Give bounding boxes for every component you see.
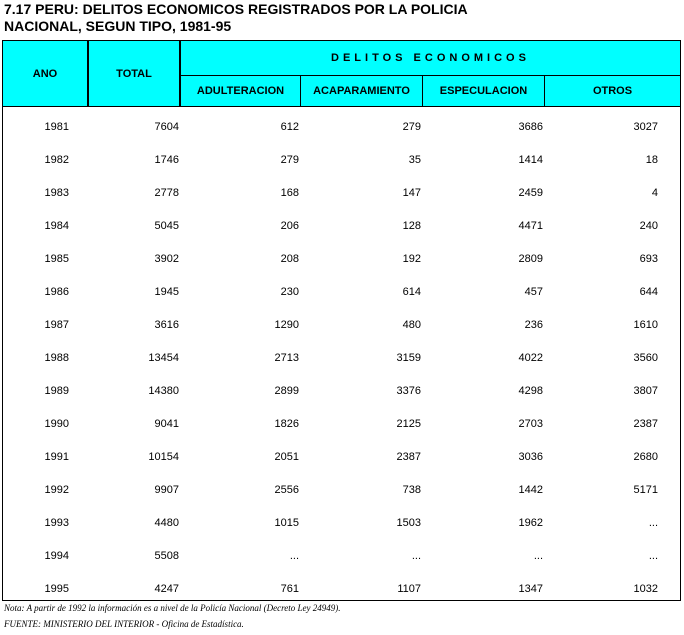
cell-otros: 2387: [633, 418, 658, 430]
table-row: [3, 404, 680, 437]
header-especulacion: ESPECULACION: [423, 76, 545, 106]
table-row: [3, 470, 680, 503]
data-table: [2, 40, 681, 601]
cell-year: 1986: [44, 286, 69, 298]
footnote: Nota: A partir de 1992 la información es a nivel de la Policía Nacional (Decreto Ley 24949).: [4, 603, 341, 613]
cell-total: 5508: [154, 550, 179, 562]
cell-adulteracion: ...: [289, 550, 299, 562]
cell-year: 1981: [44, 121, 69, 133]
cell-especulacion: 1442: [518, 484, 543, 496]
cell-otros: 3560: [633, 352, 658, 364]
table-row: [3, 437, 680, 470]
cell-total: 3902: [154, 253, 179, 265]
cell-especulacion: 4471: [518, 220, 543, 232]
cell-especulacion: ...: [533, 550, 543, 562]
cell-acaparamiento: 3376: [396, 385, 421, 397]
cell-total: 7604: [154, 121, 179, 133]
cell-otros: 18: [645, 154, 658, 166]
cell-otros: ...: [648, 550, 658, 562]
cell-otros: 4: [651, 187, 658, 199]
source-note: FUENTE: MINISTERIO DEL INTERIOR - Oficina de Estadística.: [4, 619, 244, 629]
cell-year: 1994: [44, 550, 69, 562]
cell-acaparamiento: 480: [402, 319, 421, 331]
cell-acaparamiento: 1107: [397, 583, 421, 595]
table-row: [3, 305, 680, 338]
table-row: [3, 206, 680, 239]
cell-otros: 693: [639, 253, 658, 265]
cell-adulteracion: 2899: [274, 385, 299, 397]
cell-especulacion: 2703: [518, 418, 543, 430]
cell-year: 1995: [44, 583, 69, 595]
cell-acaparamiento: 614: [402, 286, 421, 298]
cell-acaparamiento: ...: [411, 550, 421, 562]
cell-acaparamiento: 147: [402, 187, 421, 199]
cell-adulteracion: 168: [280, 187, 299, 199]
cell-adulteracion: 279: [280, 154, 299, 166]
cell-otros: 1610: [633, 319, 658, 331]
cell-otros: 1032: [633, 583, 658, 595]
cell-acaparamiento: 2387: [396, 451, 421, 463]
header-total: TOTAL: [89, 41, 181, 106]
header-delitos-economicos: DELITOS ECONOMICOS: [181, 41, 680, 76]
cell-year: 1990: [44, 418, 69, 430]
table-row: [3, 569, 680, 601]
cell-total: 10154: [148, 451, 179, 463]
cell-otros: 2680: [633, 451, 658, 463]
cell-especulacion: 4022: [518, 352, 543, 364]
cell-acaparamiento: 2125: [396, 418, 421, 430]
cell-especulacion: 2459: [518, 187, 543, 199]
header-otros: OTROS: [545, 76, 680, 106]
cell-adulteracion: 1290: [274, 319, 299, 331]
header-adulteracion: ADULTERACION: [181, 76, 301, 106]
cell-total: 9907: [154, 484, 179, 496]
cell-acaparamiento: 738: [402, 484, 421, 496]
cell-acaparamiento: 128: [402, 220, 421, 232]
cell-adulteracion: 2713: [274, 352, 299, 364]
header-acaparamiento: ACAPARAMIENTO: [301, 76, 423, 106]
table-row: [3, 173, 680, 206]
cell-adulteracion: 612: [280, 121, 299, 133]
cell-otros: 644: [639, 286, 658, 298]
header-ano: ANO: [3, 41, 89, 106]
cell-especulacion: 236: [524, 319, 543, 331]
cell-year: 1984: [44, 220, 69, 232]
cell-acaparamiento: 1503: [396, 517, 421, 529]
cell-total: 2778: [154, 187, 179, 199]
cell-especulacion: 457: [524, 286, 543, 298]
cell-year: 1983: [44, 187, 69, 199]
cell-adulteracion: 1015: [274, 517, 299, 529]
cell-adulteracion: 1826: [274, 418, 299, 430]
cell-especulacion: 2809: [518, 253, 543, 265]
cell-adulteracion: 206: [280, 220, 299, 232]
table-row: [3, 107, 680, 140]
cell-otros: 3027: [633, 121, 658, 133]
table-row: [3, 371, 680, 404]
cell-year: 1992: [44, 484, 69, 496]
cell-total: 4247: [154, 583, 179, 595]
cell-total: 13454: [148, 352, 179, 364]
cell-otros: 240: [639, 220, 658, 232]
table-row: [3, 338, 680, 371]
cell-total: 9041: [154, 418, 179, 430]
cell-adulteracion: 2556: [274, 484, 299, 496]
cell-total: 5045: [154, 220, 179, 232]
cell-acaparamiento: 35: [408, 154, 421, 166]
table-row: [3, 140, 680, 173]
cell-otros: 3807: [633, 385, 658, 397]
cell-acaparamiento: 3159: [396, 352, 421, 364]
cell-year: 1988: [44, 352, 69, 364]
cell-total: 1945: [154, 286, 179, 298]
cell-adulteracion: 2051: [274, 451, 299, 463]
cell-acaparamiento: 192: [402, 253, 421, 265]
cell-year: 1991: [44, 451, 69, 463]
table-row: [3, 239, 680, 272]
cell-total: 3616: [154, 319, 179, 331]
cell-especulacion: 3036: [518, 451, 543, 463]
cell-total: 4480: [154, 517, 179, 529]
cell-year: 1987: [44, 319, 69, 331]
cell-year: 1993: [44, 517, 69, 529]
cell-otros: 5171: [633, 484, 658, 496]
cell-year: 1989: [44, 385, 69, 397]
cell-total: 1746: [154, 154, 179, 166]
cell-year: 1985: [44, 253, 69, 265]
table-title-line-1: 7.17 PERU: DELITOS ECONOMICOS REGISTRADOS POR LA POLICIA: [4, 1, 468, 17]
cell-adulteracion: 208: [280, 253, 299, 265]
cell-especulacion: 1414: [518, 154, 543, 166]
cell-especulacion: 4298: [518, 385, 543, 397]
cell-adulteracion: 761: [280, 583, 299, 595]
cell-especulacion: 1347: [518, 583, 543, 595]
table-row: [3, 536, 680, 569]
cell-especulacion: 3686: [518, 121, 543, 133]
table-row: [3, 272, 680, 305]
cell-especulacion: 1962: [518, 517, 543, 529]
cell-otros: ...: [648, 517, 658, 529]
cell-total: 14380: [148, 385, 179, 397]
cell-year: 1982: [44, 154, 69, 166]
table-row: [3, 503, 680, 536]
cell-adulteracion: 230: [280, 286, 299, 298]
table-body: [3, 107, 680, 601]
table-title-line-2: NACIONAL, SEGUN TIPO, 1981-95: [4, 18, 232, 34]
cell-acaparamiento: 279: [402, 121, 421, 133]
